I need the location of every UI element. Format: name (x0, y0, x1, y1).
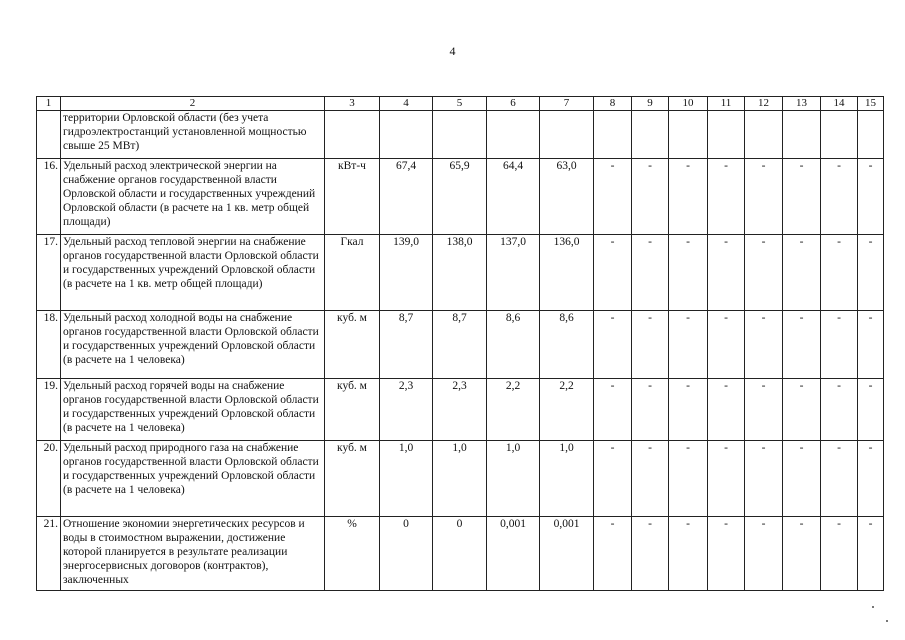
empty-value-dash: - (669, 311, 708, 379)
empty-value-dash: - (708, 311, 745, 379)
indicator-value: 2,2 (540, 379, 594, 441)
indicator-value: 137,0 (487, 235, 540, 311)
indicator-value: 136,0 (540, 235, 594, 311)
row-number: 18. (37, 311, 61, 379)
empty-value-dash: - (708, 517, 745, 591)
indicator-value (433, 111, 487, 159)
column-header: 7 (540, 97, 594, 111)
empty-value-dash: - (745, 235, 783, 311)
indicator-value: 0 (433, 517, 487, 591)
empty-value-dash: - (821, 517, 858, 591)
empty-value-dash: - (821, 441, 858, 517)
indicator-value: 64,4 (487, 159, 540, 235)
empty-value-dash: - (783, 311, 821, 379)
scan-artifact (886, 620, 888, 622)
column-header: 10 (669, 97, 708, 111)
empty-value-dash: - (858, 159, 884, 235)
indicator-value (540, 111, 594, 159)
empty-value-dash: - (708, 379, 745, 441)
page-number: 4 (449, 44, 456, 58)
table-row (37, 311, 884, 379)
empty-value-dash: - (669, 235, 708, 311)
empty-value-dash: - (745, 159, 783, 235)
table-row (37, 441, 884, 517)
indicator-value: 2,3 (380, 379, 433, 441)
indicator-value: 139,0 (380, 235, 433, 311)
unit-of-measure: куб. м (325, 379, 380, 441)
table-row (37, 111, 884, 159)
empty-value-dash: - (783, 379, 821, 441)
empty-value-dash: - (708, 159, 745, 235)
row-number: 16. (37, 159, 61, 235)
empty-value-dash: - (858, 441, 884, 517)
indicator-description: Отношение экономии энергетических ресурсов и воды в стоимостном выражении, достижение которой планируется в результате реализации энергосервисных договоров (контрактов), заключенных (61, 517, 325, 591)
row-number: 17. (37, 235, 61, 311)
indicator-description: Удельный расход природного газа на снабжение органов государственной власти Орловской области и государственных учреждений Орловской области (в расчете на 1 человека) (61, 441, 325, 517)
empty-value-dash (708, 111, 745, 159)
empty-value-dash: - (745, 379, 783, 441)
indicator-value: 1,0 (487, 441, 540, 517)
indicator-description: территории Орловской области (без учета гидроэлектростанций установленной мощностью свыше 25 МВт) (61, 111, 325, 159)
indicator-value: 8,6 (540, 311, 594, 379)
table-row (37, 379, 884, 441)
empty-value-dash (783, 111, 821, 159)
empty-value-dash: - (821, 379, 858, 441)
indicator-value (380, 111, 433, 159)
scan-artifact (872, 606, 874, 608)
empty-value-dash: - (632, 517, 669, 591)
empty-value-dash: - (745, 311, 783, 379)
row-number: 19. (37, 379, 61, 441)
empty-value-dash (858, 111, 884, 159)
column-header: 8 (594, 97, 632, 111)
header-row (37, 97, 884, 111)
column-header: 2 (61, 97, 325, 111)
column-header: 1 (37, 97, 61, 111)
empty-value-dash: - (632, 235, 669, 311)
empty-value-dash: - (632, 441, 669, 517)
empty-value-dash: - (669, 379, 708, 441)
empty-value-dash: - (858, 235, 884, 311)
column-header: 9 (632, 97, 669, 111)
column-header: 12 (745, 97, 783, 111)
empty-value-dash: - (783, 517, 821, 591)
unit-of-measure: кВт-ч (325, 159, 380, 235)
empty-value-dash: - (783, 235, 821, 311)
unit-of-measure: Гкал (325, 235, 380, 311)
empty-value-dash: - (708, 441, 745, 517)
empty-value-dash: - (821, 159, 858, 235)
empty-value-dash: - (632, 159, 669, 235)
column-header: 14 (821, 97, 858, 111)
unit-of-measure (325, 111, 380, 159)
table-row (37, 235, 884, 311)
empty-value-dash: - (632, 379, 669, 441)
empty-value-dash (745, 111, 783, 159)
empty-value-dash: - (858, 379, 884, 441)
empty-value-dash: - (821, 311, 858, 379)
empty-value-dash (669, 111, 708, 159)
indicator-value: 2,3 (433, 379, 487, 441)
empty-value-dash: - (708, 235, 745, 311)
column-header: 3 (325, 97, 380, 111)
table-row (37, 517, 884, 591)
empty-value-dash: - (783, 159, 821, 235)
empty-value-dash: - (594, 159, 632, 235)
empty-value-dash: - (745, 441, 783, 517)
indicator-value: 1,0 (433, 441, 487, 517)
empty-value-dash (632, 111, 669, 159)
indicator-value: 138,0 (433, 235, 487, 311)
indicator-description: Удельный расход тепловой энергии на снабжение органов государственной власти Орловской области и государственных учреждений Орловской области (в расчете на 1 кв. метр общей площади) (61, 235, 325, 311)
indicator-description: Удельный расход электрической энергии на снабжение органов государственной власти Орловской области и государственных учреждений Орловской области (в расчете на 1 кв. метр общей площади) (61, 159, 325, 235)
empty-value-dash (821, 111, 858, 159)
indicator-value: 65,9 (433, 159, 487, 235)
indicator-description: Удельный расход холодной воды на снабжение органов государственной власти Орловской области и государственных учреждений Орловской области (в расчете на 1 человека) (61, 311, 325, 379)
unit-of-measure: % (325, 517, 380, 591)
indicator-value: 1,0 (540, 441, 594, 517)
column-header: 5 (433, 97, 487, 111)
empty-value-dash: - (669, 517, 708, 591)
empty-value-dash: - (858, 517, 884, 591)
empty-value-dash: - (745, 517, 783, 591)
unit-of-measure: куб. м (325, 311, 380, 379)
empty-value-dash: - (669, 441, 708, 517)
empty-value-dash: - (594, 311, 632, 379)
column-header: 15 (858, 97, 884, 111)
empty-value-dash: - (821, 235, 858, 311)
column-header: 11 (708, 97, 745, 111)
indicator-value: 8,7 (433, 311, 487, 379)
empty-value-dash: - (594, 379, 632, 441)
indicator-value (487, 111, 540, 159)
empty-value-dash: - (594, 441, 632, 517)
column-header: 6 (487, 97, 540, 111)
indicator-value: 1,0 (380, 441, 433, 517)
empty-value-dash (594, 111, 632, 159)
empty-value-dash: - (669, 159, 708, 235)
unit-of-measure: куб. м (325, 441, 380, 517)
empty-value-dash: - (632, 311, 669, 379)
column-header: 4 (380, 97, 433, 111)
indicator-value: 2,2 (487, 379, 540, 441)
indicator-value: 63,0 (540, 159, 594, 235)
empty-value-dash: - (594, 235, 632, 311)
row-number (37, 111, 61, 159)
indicator-value: 0 (380, 517, 433, 591)
row-number: 21. (37, 517, 61, 591)
table-row (37, 159, 884, 235)
indicator-description: Удельный расход горячей воды на снабжение органов государственной власти Орловской области и государственных учреждений Орловской области (в расчете на 1 человека) (61, 379, 325, 441)
empty-value-dash: - (858, 311, 884, 379)
indicator-value: 8,6 (487, 311, 540, 379)
empty-value-dash: - (594, 517, 632, 591)
indicator-value: 8,7 (380, 311, 433, 379)
indicator-value: 0,001 (487, 517, 540, 591)
empty-value-dash: - (783, 441, 821, 517)
indicators-table (36, 96, 884, 591)
indicator-value: 67,4 (380, 159, 433, 235)
column-header: 13 (783, 97, 821, 111)
row-number: 20. (37, 441, 61, 517)
indicator-value: 0,001 (540, 517, 594, 591)
